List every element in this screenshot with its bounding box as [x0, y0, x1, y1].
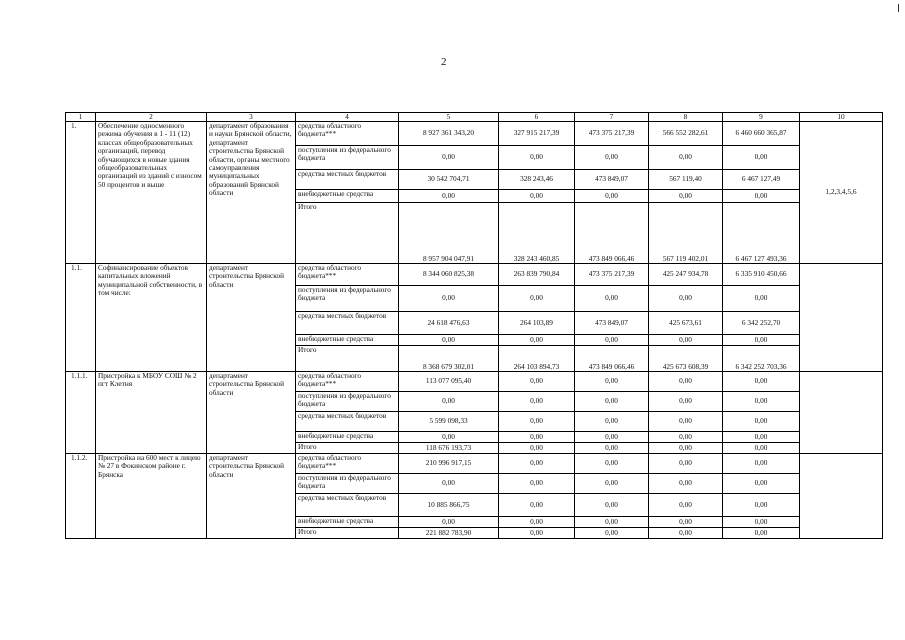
header-cell: 1: [66, 113, 96, 122]
amount-cell: 0,00: [499, 335, 575, 346]
funding-source: внебюджетные средства: [296, 335, 399, 346]
table-row: [66, 454, 883, 474]
amount-cell: 113 077 095,40: [399, 372, 499, 392]
amount-cell: 0,00: [575, 190, 649, 203]
amount-cell: 0,00: [499, 454, 575, 474]
amount-cell: 0,00: [575, 392, 649, 412]
amount-cell: 0,00: [723, 412, 800, 432]
header-cell: 4: [296, 113, 399, 122]
amount-cell: 0,00: [723, 517, 800, 528]
funding-source: средства областного бюджета***: [296, 122, 399, 146]
target-indicators: [800, 264, 883, 372]
program-funding-table: [65, 112, 883, 539]
amount-cell: 0,00: [499, 412, 575, 432]
amount-cell: 0,00: [723, 190, 800, 203]
amount-cell: 30 542 704,71: [399, 170, 499, 190]
amount-cell: 0,00: [499, 190, 575, 203]
amount-cell: 0,00: [499, 517, 575, 528]
table-row: [66, 264, 883, 286]
amount-cell: 0,00: [575, 432, 649, 443]
funding-source: Итого: [296, 203, 399, 264]
amount-cell: 8 344 060 825,38: [399, 264, 499, 286]
amount-cell: 0,00: [399, 432, 499, 443]
column-number-row: [66, 113, 883, 122]
amount-cell: 6 342 252,70: [723, 312, 800, 335]
amount-cell: 0,00: [499, 528, 575, 539]
amount-cell: 425 673,61: [649, 312, 723, 335]
funding-source: средства местных бюджетов: [296, 494, 399, 517]
funding-source: поступления из федерального бюджета: [296, 474, 399, 494]
group-index: 1.1.2.: [66, 454, 96, 539]
funding-source: поступления из федерального бюджета: [296, 146, 399, 170]
amount-cell: 264 103 894,73: [499, 346, 575, 372]
amount-cell: 567 119,40: [649, 170, 723, 190]
header-cell: 8: [649, 113, 723, 122]
group-index: 1.1.: [66, 264, 96, 372]
amount-cell: 0,00: [723, 146, 800, 170]
measure-name: Пристройка к МБОУ СОШ № 2 пгт Клетня: [96, 372, 207, 454]
amount-cell: 0,00: [649, 372, 723, 392]
amount-cell: 6 335 910 450,66: [723, 264, 800, 286]
table-row: [66, 122, 883, 146]
amount-cell: 264 103,89: [499, 312, 575, 335]
amount-cell: 8 368 679 302,01: [399, 346, 499, 372]
amount-cell: 0,00: [575, 335, 649, 346]
amount-cell: 0,00: [649, 190, 723, 203]
amount-cell: 0,00: [575, 454, 649, 474]
funding-source: Итого: [296, 346, 399, 372]
amount-cell: 0,00: [399, 190, 499, 203]
group-index: 1.: [66, 122, 96, 264]
amount-cell: 221 882 783,90: [399, 528, 499, 539]
responsible-executor: департамент строительства Брянской области: [207, 372, 296, 454]
amount-cell: 0,00: [499, 392, 575, 412]
amount-cell: 6 460 660 365,87: [723, 122, 800, 146]
amount-cell: 0,00: [575, 474, 649, 494]
amount-cell: 0,00: [499, 443, 575, 454]
scan-edge-mark: [898, 4, 899, 12]
amount-cell: 24 618 476,63: [399, 312, 499, 335]
funding-source: поступления из федерального бюджета: [296, 392, 399, 412]
amount-cell: 0,00: [649, 494, 723, 517]
amount-cell: 0,00: [723, 372, 800, 392]
header-cell: 6: [499, 113, 575, 122]
header-cell: 3: [207, 113, 296, 122]
amount-cell: 566 552 282,61: [649, 122, 723, 146]
responsible-executor: департамент строительства Брянской области: [207, 454, 296, 539]
funding-source: Итого: [296, 443, 399, 454]
amount-cell: 473 849,07: [575, 170, 649, 190]
amount-cell: 0,00: [649, 454, 723, 474]
amount-cell: 0,00: [575, 146, 649, 170]
amount-cell: 263 839 790,84: [499, 264, 575, 286]
amount-cell: 328 243,46: [499, 170, 575, 190]
group-index: 1.1.1.: [66, 372, 96, 454]
amount-cell: 5 599 098,33: [399, 412, 499, 432]
target-indicators: [800, 372, 883, 454]
amount-cell: 0,00: [399, 335, 499, 346]
funding-source: средства областного бюджета***: [296, 454, 399, 474]
amount-cell: 0,00: [649, 392, 723, 412]
responsible-executor: департамент строительства Брянской области: [207, 264, 296, 372]
amount-cell: 10 885 866,75: [399, 494, 499, 517]
funding-source: средства местных бюджетов: [296, 312, 399, 335]
amount-cell: 0,00: [575, 443, 649, 454]
amount-cell: 567 119 402,01: [649, 203, 723, 264]
amount-cell: 0,00: [649, 432, 723, 443]
amount-cell: 0,00: [649, 474, 723, 494]
target-indicators: 1,2,3,4,5,6: [800, 122, 883, 264]
amount-cell: 0,00: [723, 432, 800, 443]
amount-cell: 0,00: [399, 286, 499, 312]
funding-source: средства местных бюджетов: [296, 170, 399, 190]
amount-cell: 0,00: [399, 392, 499, 412]
amount-cell: 0,00: [649, 412, 723, 432]
amount-cell: 0,00: [499, 494, 575, 517]
amount-cell: 0,00: [575, 528, 649, 539]
amount-cell: 473 849,07: [575, 312, 649, 335]
amount-cell: 8 957 904 047,91: [399, 203, 499, 264]
amount-cell: 0,00: [723, 286, 800, 312]
amount-cell: 0,00: [499, 146, 575, 170]
responsible-executor: департамент образования и науки Брянской области, департамент строительства Брянской области, органы местного самоуправления муниципальных образований Брянской области: [207, 122, 296, 264]
amount-cell: 425 247 934,78: [649, 264, 723, 286]
amount-cell: 0,00: [649, 528, 723, 539]
funding-source: Итого: [296, 528, 399, 539]
amount-cell: 0,00: [649, 286, 723, 312]
amount-cell: 8 927 361 343,20: [399, 122, 499, 146]
amount-cell: 0,00: [649, 335, 723, 346]
funding-source: поступления из федерального бюджета: [296, 286, 399, 312]
amount-cell: 0,00: [499, 372, 575, 392]
header-cell: 7: [575, 113, 649, 122]
funding-source: средства областного бюджета***: [296, 372, 399, 392]
header-cell: 9: [723, 113, 800, 122]
header-cell: 10: [800, 113, 883, 122]
amount-cell: 0,00: [723, 474, 800, 494]
amount-cell: 0,00: [399, 146, 499, 170]
amount-cell: 0,00: [575, 372, 649, 392]
amount-cell: 0,00: [575, 412, 649, 432]
amount-cell: 425 673 608,39: [649, 346, 723, 372]
amount-cell: 0,00: [575, 286, 649, 312]
amount-cell: 0,00: [723, 443, 800, 454]
funding-source: внебюджетные средства: [296, 432, 399, 443]
measure-name: Обеспечение односменного режима обучения в 1 - 11 (12) классах общеобразовательных организаций, перевод обучающихся в новые здания общеобразовательных организаций из зданий с износом 50 процентов и выше: [96, 122, 207, 264]
amount-cell: 0,00: [723, 528, 800, 539]
amount-cell: 0,00: [499, 432, 575, 443]
funding-source: средства областного бюджета***: [296, 264, 399, 286]
table-row: [66, 372, 883, 392]
funding-source: внебюджетные средства: [296, 517, 399, 528]
amount-cell: 6 467 127 493,36: [723, 203, 800, 264]
amount-cell: 328 243 460,85: [499, 203, 575, 264]
amount-cell: 0,00: [499, 474, 575, 494]
amount-cell: 473 375 217,39: [575, 122, 649, 146]
page-number: 2: [441, 56, 447, 68]
amount-cell: 0,00: [399, 474, 499, 494]
amount-cell: 0,00: [499, 286, 575, 312]
header-cell: 5: [399, 113, 499, 122]
amount-cell: 6 342 252 703,36: [723, 346, 800, 372]
amount-cell: 0,00: [575, 494, 649, 517]
amount-cell: 0,00: [575, 517, 649, 528]
amount-cell: 0,00: [723, 392, 800, 412]
measure-name: Софинансирование объектов капитальных вложений муниципальной собственности, в том числе:: [96, 264, 207, 372]
header-cell: 2: [96, 113, 207, 122]
amount-cell: 473 849 066,46: [575, 203, 649, 264]
amount-cell: 0,00: [723, 335, 800, 346]
amount-cell: 0,00: [649, 443, 723, 454]
target-indicators: [800, 454, 883, 539]
funding-source: внебюджетные средства: [296, 190, 399, 203]
amount-cell: 0,00: [723, 454, 800, 474]
amount-cell: 0,00: [399, 517, 499, 528]
amount-cell: 327 915 217,39: [499, 122, 575, 146]
measure-name: Пристройка на 600 мест к лицею № 27 в Фокинском районе г. Брянска: [96, 454, 207, 539]
amount-cell: 473 375 217,39: [575, 264, 649, 286]
amount-cell: 6 467 127,49: [723, 170, 800, 190]
amount-cell: 118 676 193,73: [399, 443, 499, 454]
funding-source: средства местных бюджетов: [296, 412, 399, 432]
amount-cell: 210 996 917,15: [399, 454, 499, 474]
amount-cell: 0,00: [649, 146, 723, 170]
amount-cell: 0,00: [649, 517, 723, 528]
amount-cell: 0,00: [723, 494, 800, 517]
amount-cell: 473 849 066,46: [575, 346, 649, 372]
